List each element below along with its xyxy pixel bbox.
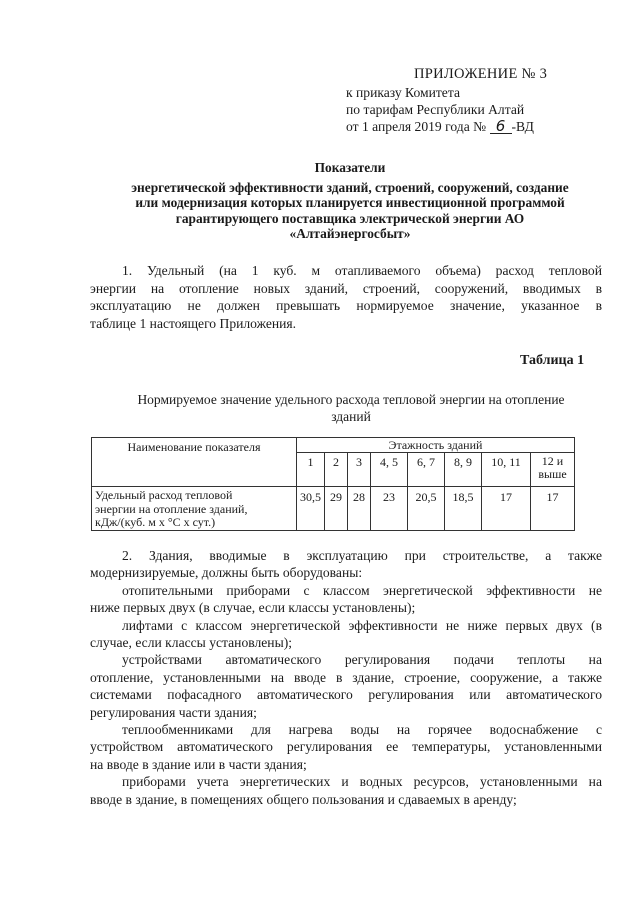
- para1-line-3: эксплуатацию не должен превышать нормируемое значение, указанное в: [90, 298, 602, 314]
- table-caption-line-2: зданий: [331, 409, 371, 424]
- para1-line-4: таблице 1 настоящего Приложения.: [90, 315, 297, 331]
- value-cell: 29: [325, 487, 348, 531]
- row-name-line-1: Удельный расход тепловой: [95, 488, 233, 502]
- para2-line-2: модернизируемые, должны быть оборудованы:: [90, 565, 363, 581]
- table-caption: [96, 391, 606, 425]
- appendix-line-order: к приказу Комитета: [346, 85, 460, 100]
- value-cell: 18,5: [445, 487, 482, 531]
- row-indicator-name: [92, 487, 297, 531]
- table-caption-line-1: Нормируемое значение удельного расхода тепловой энергии на отопление: [137, 392, 565, 407]
- para2-line-3: отопительными приборами с классом энергетической эффективности не: [122, 582, 602, 598]
- floor-cell: 10, 11: [482, 453, 531, 487]
- title-line-3: или модернизация которых планируется инвестиционной программой: [135, 195, 565, 210]
- floor-cell: 1: [297, 453, 325, 487]
- appendix-line-committee: по тарифам Республики Алтай: [346, 102, 525, 117]
- document-title: [90, 160, 610, 242]
- para2-line-9: системами пофасадного автоматического регулирования или автоматического: [90, 687, 602, 703]
- appendix-title: ПРИЛОЖЕНИЕ № 3: [414, 66, 548, 82]
- para2-line-5: лифтами с классом энергетической эффективности не ниже первых двух (в: [122, 617, 602, 633]
- para2-line-12: устройством автоматического регулирования ее температуры, установленными: [90, 739, 602, 755]
- paragraph-1: [90, 262, 602, 332]
- paragraph-2: [90, 547, 602, 808]
- header-floors: Этажность зданий: [297, 438, 575, 453]
- title-line-4: гарантирующего поставщика электрической энергии АО: [175, 210, 525, 226]
- para2-line-11: теплообменниками для нагрева воды на горячее водоснабжение с: [122, 722, 602, 738]
- para2-line-15: вводе в здание, в помещениях общего пользования и сдаваемых в аренду;: [90, 791, 517, 807]
- energy-table: [91, 437, 575, 531]
- table-header-row: [92, 438, 575, 453]
- handwritten-order-number: 6: [490, 119, 512, 134]
- value-cell: 30,5: [297, 487, 325, 531]
- appendix-line-date: [346, 118, 616, 135]
- para1-line-1: 1. Удельный (на 1 куб. м отапливаемого объема) расход тепловой: [122, 263, 602, 278]
- value-cell: 28: [348, 487, 371, 531]
- title-line-1: Показатели: [314, 160, 386, 175]
- floor-cell: 8, 9: [445, 453, 482, 487]
- appendix-header: [346, 66, 616, 135]
- para2-line-4: ниже первых двух (в случае, если классы установлены);: [90, 600, 416, 616]
- appendix-date-suffix: -ВД: [511, 119, 534, 134]
- para2-line-14: приборами учета энергетических и водных ресурсов, установленными на: [122, 774, 602, 790]
- para2-line-13: на вводе в здание или в части здания;: [90, 756, 307, 772]
- header-indicator-name: Наименование показателя: [92, 438, 297, 487]
- para2-line-1: 2. Здания, вводимые в эксплуатацию при строительстве, а также: [122, 548, 602, 563]
- para2-line-7: устройствами автоматического регулирования подачи теплоты на: [122, 652, 602, 668]
- title-line-5: «Алтайэнергосбыт»: [289, 226, 411, 241]
- floor-cell: 6, 7: [408, 453, 445, 487]
- floor-cell: 2: [325, 453, 348, 487]
- row-name-line-3: кДж/(куб. м х °С х сут.): [95, 515, 216, 529]
- floor-cell: 4, 5: [371, 453, 408, 487]
- floor-cell: 12 и выше: [531, 453, 575, 487]
- table-label: Таблица 1: [520, 353, 585, 368]
- table-data-row: [92, 487, 575, 531]
- floor-cell: 3: [348, 453, 371, 487]
- appendix-date-prefix: от 1 апреля 2019 года №: [346, 119, 487, 134]
- value-cell: 23: [371, 487, 408, 531]
- para2-line-6: случае, если классы установлены);: [90, 635, 293, 651]
- row-name-line-2: энергии на отопление зданий,: [95, 501, 248, 516]
- para2-line-8: отопление, установленными на вводе в здание, строение, сооружение, а также: [90, 669, 602, 685]
- para1-line-2: энергии на отопление новых зданий, строений, сооружений, вводимых в: [90, 280, 602, 296]
- value-cell: 17: [531, 487, 575, 531]
- title-line-2: энергетической эффективности зданий, строений, сооружений, создание: [131, 179, 569, 195]
- value-cell: 20,5: [408, 487, 445, 531]
- para2-line-10: регулирования части здания;: [90, 704, 257, 720]
- value-cell: 17: [482, 487, 531, 531]
